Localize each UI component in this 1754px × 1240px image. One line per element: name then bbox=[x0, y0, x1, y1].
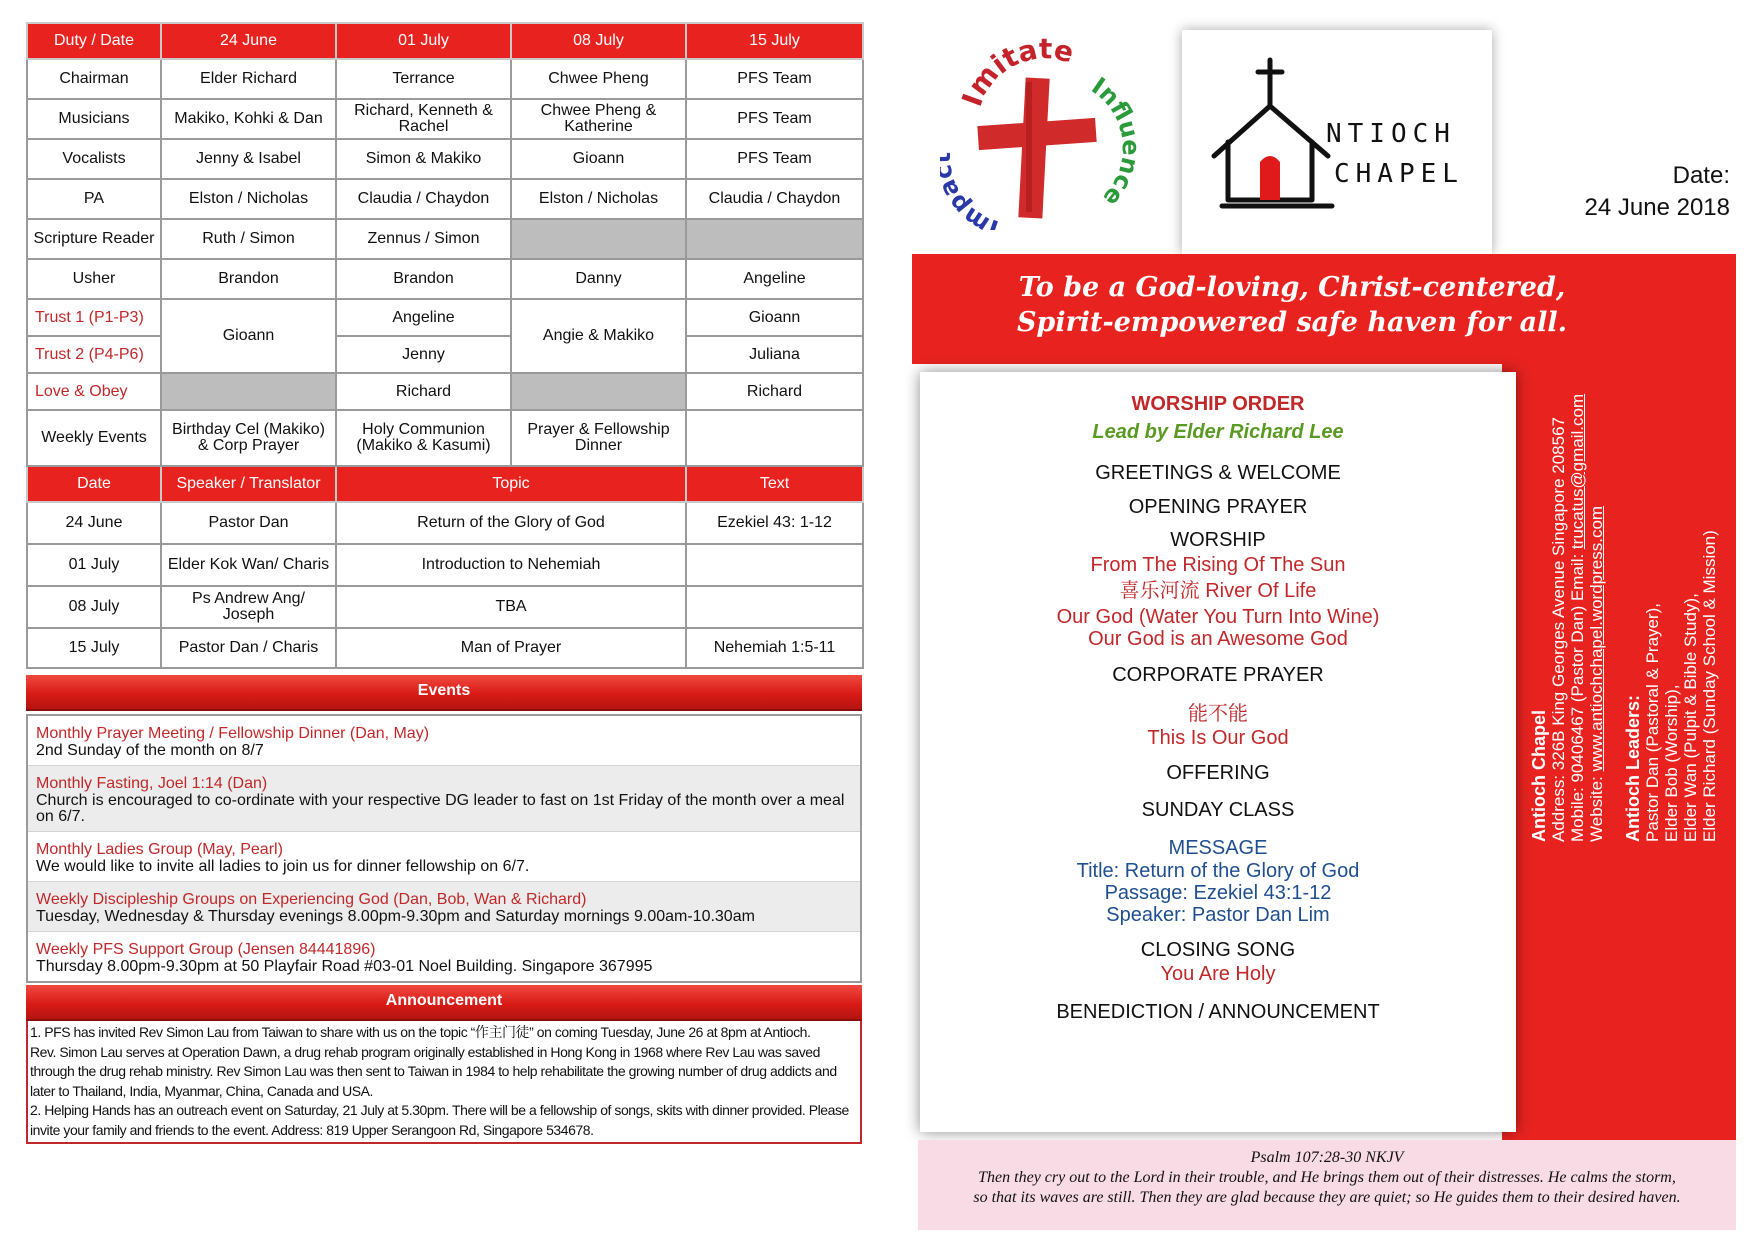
header-cell: 15 July bbox=[686, 23, 863, 59]
logo-impact-text: Imp bbox=[942, 188, 1002, 230]
leader-line: Elder Bob (Worship), bbox=[1662, 684, 1681, 842]
table-cell: Brandon bbox=[161, 259, 336, 299]
message-heading: MESSAGE bbox=[1168, 837, 1268, 859]
website-link[interactable]: www.antiochchapel.wordpress.com bbox=[1587, 505, 1606, 772]
announcement-body bbox=[26, 1021, 862, 1144]
event-detail: We would like to invite all ladies to join us for dinner fellowship on 6/7. bbox=[36, 858, 530, 875]
table-cell: Claudia / Chaydon bbox=[686, 179, 863, 219]
svg-text:Impact bbox=[940, 152, 1002, 230]
mission-statement bbox=[912, 270, 1672, 340]
table-cell bbox=[686, 586, 863, 628]
row-label: PA bbox=[27, 179, 161, 219]
date-label: Date: bbox=[1672, 162, 1730, 189]
date-value: 24 June 2018 bbox=[1584, 194, 1730, 221]
order-item: OPENING PRAYER bbox=[1128, 496, 1308, 518]
table-cell: Ps Andrew Ang/ Joseph bbox=[161, 586, 336, 628]
table-row bbox=[27, 179, 863, 219]
table-row bbox=[27, 59, 863, 99]
order-item: CLOSING SONG bbox=[1140, 939, 1296, 961]
list-item bbox=[28, 766, 860, 832]
worship-order-panel bbox=[920, 372, 1516, 1132]
table-row bbox=[27, 373, 863, 410]
table-cell: TBA bbox=[336, 586, 686, 628]
header-cell: 08 July bbox=[511, 23, 686, 59]
event-detail: Church is encouraged to co-ordinate with your respective DG leader to fast on 1st Friday of the month over a meal on 6/7. bbox=[36, 792, 845, 825]
header-cell: Topic bbox=[336, 466, 686, 502]
imitate-impact-influence-logo bbox=[940, 30, 1140, 230]
message-passage: Passage: Ezekiel 43:1-12 bbox=[1104, 882, 1332, 904]
antioch-chapel-logo bbox=[1182, 30, 1492, 254]
leader-line: Pastor Dan (Pastoral & Prayer), bbox=[1643, 602, 1662, 842]
row-label: Vocalists bbox=[27, 139, 161, 179]
row-label: Scripture Reader bbox=[27, 219, 161, 259]
table-cell: Gioann bbox=[511, 139, 686, 179]
row-label: Trust 1 (P1-P3) bbox=[27, 299, 161, 336]
event-title: Weekly Discipleship Groups on Experiencing God (Dan, Bob, Wan & Richard) bbox=[36, 891, 587, 908]
order-item: GREETINGS & WELCOME bbox=[1095, 462, 1341, 484]
list-item bbox=[28, 832, 860, 882]
message-speaker: Speaker: Pastor Dan Lim bbox=[1106, 904, 1330, 926]
verse-line: so that its waves are still. Then they are glad because they are quiet; so He guides them to their desired haven. bbox=[973, 1189, 1681, 1206]
roster-header-row bbox=[27, 23, 863, 59]
table-row bbox=[27, 299, 863, 336]
leaders-title: Antioch Leaders: bbox=[1623, 694, 1643, 842]
table-cell: Zennus / Simon bbox=[336, 219, 511, 259]
header-cell: Date bbox=[27, 466, 161, 502]
header-cell: Duty / Date bbox=[27, 23, 161, 59]
order-item: WORSHIP bbox=[1170, 529, 1266, 551]
table-cell: 08 July bbox=[27, 586, 161, 628]
table-cell: Birthday Cel (Makiko) & Corp Prayer bbox=[161, 410, 336, 466]
bulletin-date bbox=[1560, 160, 1730, 224]
row-label: Musicians bbox=[27, 99, 161, 139]
leaders-info bbox=[1624, 530, 1719, 842]
contact-website: Website: www.antiochchapel.wordpress.com bbox=[1587, 505, 1606, 842]
table-row bbox=[27, 502, 863, 544]
order-item: SUNDAY CLASS bbox=[1141, 799, 1295, 821]
song-title: Our God (Water You Turn Into Wine) bbox=[1056, 606, 1380, 628]
table-cell: Richard bbox=[336, 373, 511, 410]
event-title: Monthly Prayer Meeting / Fellowship Dinner (Dan, May) bbox=[36, 725, 430, 742]
table-cell: Ruth / Simon bbox=[161, 219, 336, 259]
table-cell: Brandon bbox=[336, 259, 511, 299]
table-row bbox=[27, 99, 863, 139]
table-cell: Jenny bbox=[336, 336, 511, 373]
list-item bbox=[28, 716, 860, 766]
events-banner: Events bbox=[26, 675, 862, 711]
email-link[interactable]: trucatus@gmail.com bbox=[1568, 393, 1587, 550]
table-cell: Ezekiel 43: 1-12 bbox=[686, 502, 863, 544]
table-cell bbox=[686, 410, 863, 466]
table-cell: Nehemiah 1:5-11 bbox=[686, 628, 863, 668]
table-cell: Gioann bbox=[161, 299, 336, 373]
empty-cell bbox=[161, 373, 336, 410]
order-item: OFFERING bbox=[1166, 762, 1270, 784]
row-label: Love & Obey bbox=[27, 373, 161, 410]
logo-imitate-text: Imitate bbox=[955, 32, 1078, 111]
order-item: BENEDICTION / ANNOUNCEMENT bbox=[1056, 1001, 1380, 1023]
row-label: Usher bbox=[27, 259, 161, 299]
announcement-banner: Announcement bbox=[26, 985, 862, 1021]
empty-cell bbox=[686, 219, 863, 259]
table-cell: Prayer & Fellowship Dinner bbox=[511, 410, 686, 466]
table-cell: PFS Team bbox=[686, 99, 863, 139]
table-cell: Richard bbox=[686, 373, 863, 410]
duty-roster-table bbox=[26, 22, 864, 669]
table-cell: Richard, Kenneth & Rachel bbox=[336, 99, 511, 139]
events-list bbox=[26, 714, 862, 983]
empty-cell bbox=[511, 373, 686, 410]
table-cell: Pastor Dan / Charis bbox=[161, 628, 336, 668]
event-detail: Thursday 8.00pm-9.30pm at 50 Playfair Road #03-01 Noel Building. Singapore 367995 bbox=[36, 958, 653, 975]
list-item bbox=[28, 932, 860, 981]
event-title: Monthly Fasting, Joel 1:14 (Dan) bbox=[36, 775, 268, 792]
order-item: CORPORATE PRAYER bbox=[1112, 664, 1324, 686]
mission-banner bbox=[912, 254, 1736, 364]
verse-line: Then they cry out to the Lord in their trouble, and He brings them out of their distresses. He calms the storm, bbox=[978, 1169, 1676, 1186]
table-row bbox=[27, 628, 863, 668]
table-cell: Chwee Pheng & Katherine bbox=[511, 99, 686, 139]
song-title: 能不能 bbox=[1188, 703, 1248, 725]
message-title: Title: Return of the Glory of God bbox=[1076, 860, 1360, 882]
announcement-paragraph: 1. PFS has invited Rev Simon Lau from Taiwan to share with us on the topic “作主门徒” on coming Tuesday, June 26 at 8pm at Antioch. bbox=[30, 1024, 811, 1040]
event-detail: 2nd Sunday of the month on 8/7 bbox=[36, 742, 264, 759]
table-cell: Danny bbox=[511, 259, 686, 299]
header-cell: Speaker / Translator bbox=[161, 466, 336, 502]
row-label: Trust 2 (P4-P6) bbox=[27, 336, 161, 373]
table-cell: Man of Prayer bbox=[336, 628, 686, 668]
cross-logo-icon bbox=[940, 30, 1140, 230]
row-label: Weekly Events bbox=[27, 410, 161, 466]
contact-info bbox=[1530, 394, 1606, 842]
table-row bbox=[27, 336, 863, 373]
table-cell: PFS Team bbox=[686, 59, 863, 99]
chapel-name-line1: NTIOCH bbox=[1326, 119, 1456, 149]
table-cell: Angeline bbox=[336, 299, 511, 336]
header-cell: 01 July bbox=[336, 23, 511, 59]
left-pane bbox=[26, 22, 862, 1144]
table-row bbox=[27, 544, 863, 586]
leader-line: Elder Richard (Sunday School & Mission) bbox=[1700, 530, 1719, 842]
contact-address: Address: 326B King Georges Avenue Singapore 208567 bbox=[1549, 417, 1568, 842]
table-cell: 15 July bbox=[27, 628, 161, 668]
song-title: 喜乐河流 River Of Life bbox=[1119, 580, 1317, 602]
table-cell: Introduction to Nehemiah bbox=[336, 544, 686, 586]
table-cell: Gioann bbox=[686, 299, 863, 336]
event-detail: Tuesday, Wednesday & Thursday evenings 8.00pm-9.30pm and Saturday mornings 9.00am-10.30am bbox=[36, 908, 755, 925]
song-title: Our God is an Awesome God bbox=[1088, 628, 1348, 650]
song-title: You Are Holy bbox=[1160, 963, 1276, 985]
table-cell: Claudia / Chaydon bbox=[336, 179, 511, 219]
worship-lead: Lead by Elder Richard Lee bbox=[1092, 421, 1344, 443]
table-cell: Elder Kok Wan/ Charis bbox=[161, 544, 336, 586]
table-cell: Holy Communion (Makiko & Kasumi) bbox=[336, 410, 511, 466]
logo-influence-text: Influence bbox=[1086, 71, 1140, 212]
table-cell: Elston / Nicholas bbox=[511, 179, 686, 219]
table-cell: PFS Team bbox=[686, 139, 863, 179]
scripture-verse-box bbox=[918, 1140, 1736, 1230]
table-cell: Pastor Dan bbox=[161, 502, 336, 544]
header-cell: 24 June bbox=[161, 23, 336, 59]
mission-line: Spirit-empowered safe haven for all. bbox=[1016, 307, 1568, 338]
contact-sidebar bbox=[1502, 364, 1736, 1144]
table-cell: Terrance bbox=[336, 59, 511, 99]
table-cell: Makiko, Kohki & Dan bbox=[161, 99, 336, 139]
svg-text:Imitate bbox=[955, 32, 1077, 110]
table-cell: Angie & Makiko bbox=[511, 299, 686, 373]
table-cell: Simon & Makiko bbox=[336, 139, 511, 179]
table-cell: Elston / Nicholas bbox=[161, 179, 336, 219]
announcement-paragraph: Rev. Simon Lau serves at Operation Dawn, a drug rehab program originally established in Hong Kong in 1968 where Rev Lau was saved through the drug rehab ministry. Rev Simon Lau was then sent to Taiwan in 1984 to help rehabilitate the growing number of drug addicts and later to Thailand, India, Myanmar, China, Canada and USA. bbox=[30, 1043, 837, 1099]
table-row bbox=[27, 219, 863, 259]
empty-cell bbox=[511, 219, 686, 259]
table-cell: Elder Richard bbox=[161, 59, 336, 99]
table-row bbox=[27, 586, 863, 628]
list-item bbox=[28, 882, 860, 932]
verse-reference: Psalm 107:28-30 NKJV bbox=[1250, 1149, 1404, 1166]
church-icon bbox=[1182, 30, 1492, 254]
leader-line: Elder Wan (Pulpit & Bible Study), bbox=[1681, 593, 1700, 842]
church-name: Antioch Chapel bbox=[1529, 709, 1549, 842]
table-cell: Juliana bbox=[686, 336, 863, 373]
event-title: Weekly PFS Support Group (Jensen 84441896) bbox=[36, 941, 376, 958]
chapel-name-line2: CHAPEL bbox=[1334, 159, 1464, 189]
mission-line: To be a God-loving, Christ-centered, bbox=[1018, 272, 1566, 303]
table-cell: Angeline bbox=[686, 259, 863, 299]
table-cell: 01 July bbox=[27, 544, 161, 586]
header-cell: Text bbox=[686, 466, 863, 502]
sermon-header-row bbox=[27, 466, 863, 502]
announcement-paragraph: 2. Helping Hands has an outreach event on Saturday, 21 July at 5.30pm. There will be a fellowship of songs, skits with dinner provided. Please invite your family and friends to the event. Address: 819 Upper Serangoon Rd, Singapore 534678. bbox=[30, 1102, 849, 1138]
table-cell: Return of the Glory of God bbox=[336, 502, 686, 544]
table-cell: Jenny & Isabel bbox=[161, 139, 336, 179]
table-row bbox=[27, 259, 863, 299]
table-row bbox=[27, 410, 863, 466]
table-cell: Chwee Pheng bbox=[511, 59, 686, 99]
song-title: From The Rising Of The Sun bbox=[1090, 554, 1346, 576]
table-cell: 24 June bbox=[27, 502, 161, 544]
table-row bbox=[27, 139, 863, 179]
table-cell bbox=[686, 544, 863, 586]
row-label: Chairman bbox=[27, 59, 161, 99]
contact-mobile-email: Mobile: 90406467 (Pastor Dan) Email: trucatus@gmail.com bbox=[1568, 393, 1587, 842]
worship-order-title: WORSHIP ORDER bbox=[1131, 393, 1305, 415]
event-title: Monthly Ladies Group (May, Pearl) bbox=[36, 841, 283, 858]
song-title: This Is Our God bbox=[1147, 727, 1289, 749]
